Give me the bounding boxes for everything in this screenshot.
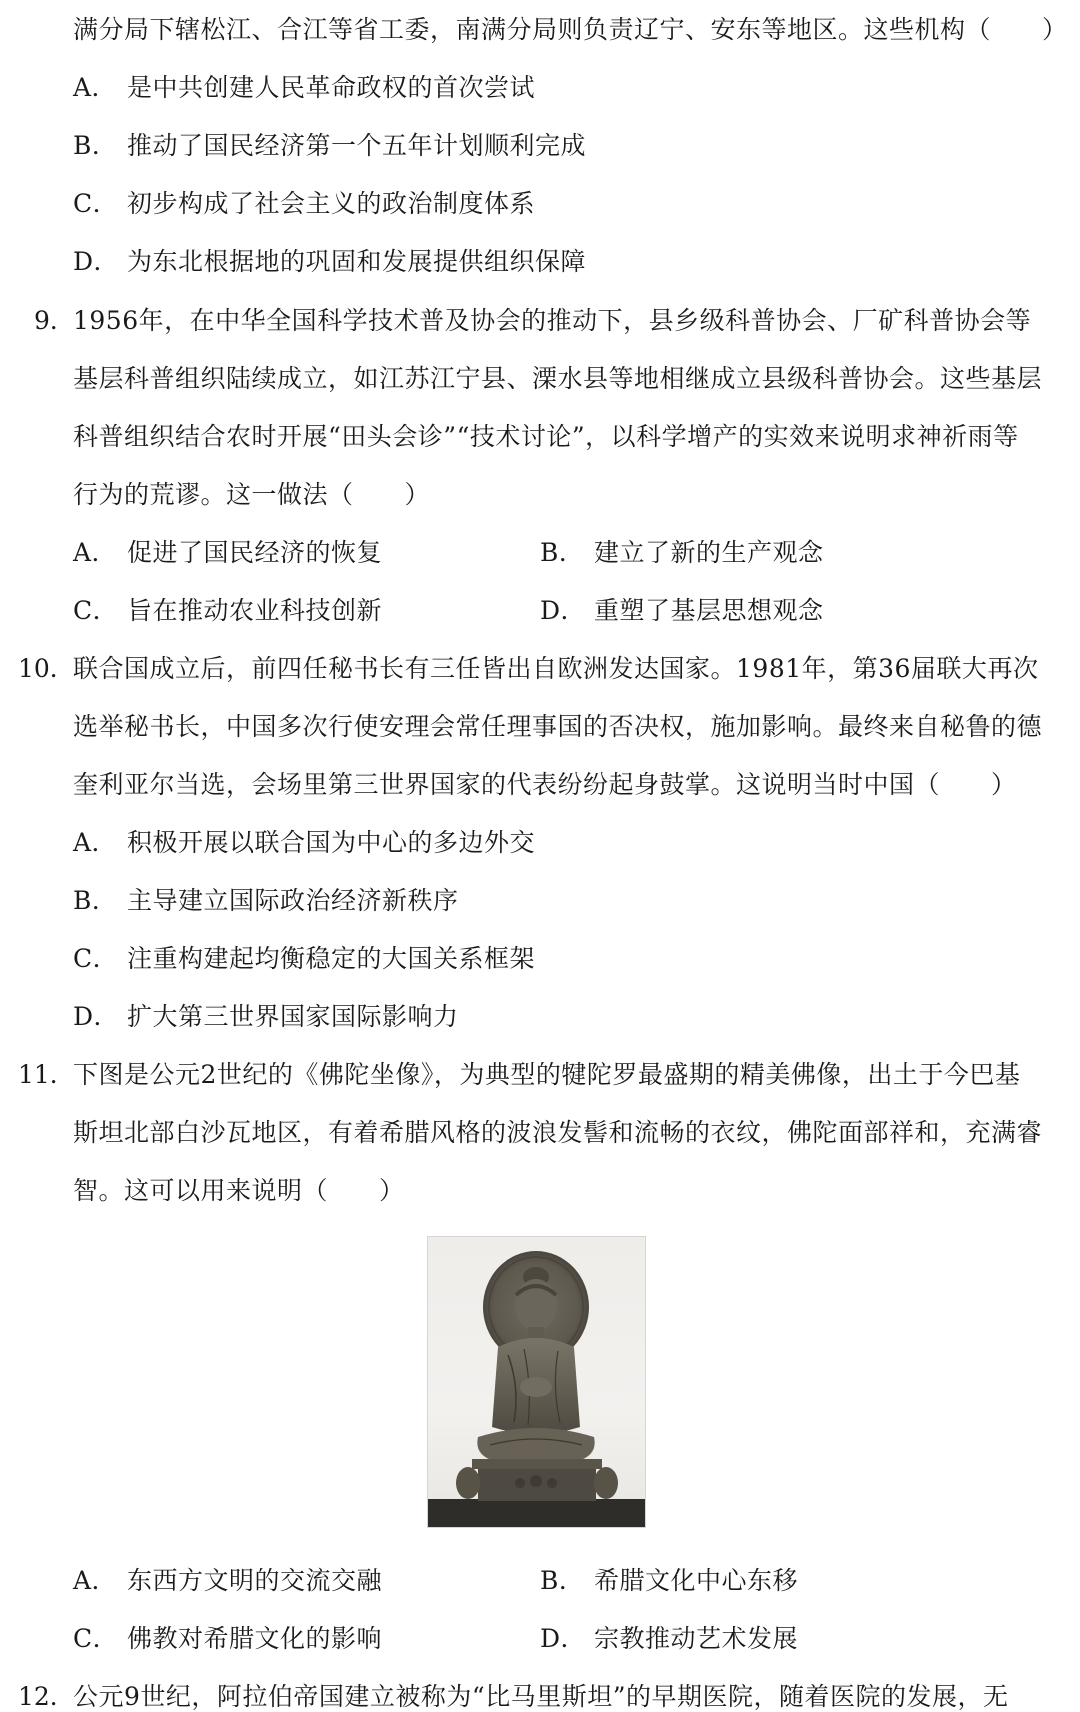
- option-text: 重塑了基层思想观念: [594, 596, 824, 625]
- option-letter: D．: [73, 247, 120, 276]
- q11-stem-line: 智。这可以用来说明（ ）: [73, 1176, 405, 1205]
- q11-option-a: [73, 1568, 382, 1593]
- option-letter: C．: [73, 596, 119, 625]
- q9-option-d: [540, 598, 824, 623]
- q8-option-d: [73, 249, 586, 274]
- q10-stem-line: 选举秘书长，中国多次行使安理会常任理事国的否决权，施加影响。最终来自秘鲁的德: [73, 712, 1043, 741]
- q9-stem-line: 科普组织结合农时开展“田头会诊”“技术讨论”，以科学增产的实效来说明求神祈雨等: [73, 422, 1019, 451]
- option-text: 旨在推动农业科技创新: [127, 596, 383, 625]
- option-letter: A．: [73, 73, 118, 102]
- option-letter: A．: [73, 538, 118, 567]
- option-letter: A．: [73, 828, 118, 857]
- q11-option-b: [540, 1568, 798, 1593]
- q10-number: 10．: [18, 654, 75, 683]
- q10-stem-line: 奎利亚尔当选，会场里第三世界国家的代表纷纷起身鼓掌。这说明当时中国（ ）: [73, 770, 1017, 799]
- option-text: 积极开展以联合国为中心的多边外交: [127, 828, 536, 857]
- option-text: 推动了国民经济第一个五年计划顺利完成: [127, 131, 587, 160]
- q9-stem-line: 行为的荒谬。这一做法（ ）: [73, 480, 431, 509]
- q10-option-b: [73, 888, 459, 913]
- option-letter: D．: [540, 596, 587, 625]
- buddha-statue-drawing: [428, 1237, 645, 1527]
- option-text: 是中共创建人民革命政权的首次尝试: [127, 73, 536, 102]
- option-text: 扩大第三世界国家国际影响力: [127, 1002, 459, 1031]
- option-letter: D．: [73, 1002, 120, 1031]
- q8-option-c: [73, 191, 535, 216]
- option-text: 希腊文化中心东移: [594, 1566, 799, 1595]
- q11-stem-line: 下图是公元2世纪的《佛陀坐像》，为典型的犍陀罗最盛期的精美佛像，出土于今巴基: [73, 1060, 1021, 1089]
- option-text: 促进了国民经济的恢复: [127, 538, 383, 567]
- option-letter: D．: [540, 1624, 587, 1653]
- option-text: 宗教推动艺术发展: [594, 1624, 799, 1653]
- option-letter: B．: [73, 886, 118, 915]
- q11-option-c: [73, 1626, 382, 1651]
- q10-stem-line: 联合国成立后，前四任秘书长有三任皆出自欧洲发达国家。1981年，第36届联大再次: [73, 654, 1039, 683]
- q9-option-c: [73, 598, 382, 623]
- option-letter: A．: [73, 1566, 118, 1595]
- option-text: 为东北根据地的巩固和发展提供组织保障: [127, 247, 587, 276]
- q11-number: 11．: [18, 1060, 75, 1089]
- option-text: 主导建立国际政治经济新秩序: [127, 886, 459, 915]
- option-letter: B．: [73, 131, 118, 160]
- option-text: 建立了新的生产观念: [594, 538, 824, 567]
- option-letter: B．: [540, 538, 585, 567]
- q10-option-d: [73, 1004, 459, 1029]
- q9-number: 9．: [34, 306, 75, 335]
- option-letter: C．: [73, 1624, 119, 1653]
- option-text: 佛教对希腊文化的影响: [127, 1624, 383, 1653]
- option-text: 东西方文明的交流交融: [127, 1566, 383, 1595]
- option-letter: C．: [73, 189, 119, 218]
- q11-option-d: [540, 1626, 798, 1651]
- q11-stem-line: 斯坦北部白沙瓦地区，有着希腊风格的波浪发髻和流畅的衣纹，佛陀面部祥和，充满睿: [73, 1118, 1043, 1147]
- q9-stem-line: 基层科普组织陆续成立，如江苏江宁县、溧水县等地相继成立县级科普协会。这些基层: [73, 364, 1043, 393]
- option-text: 初步构成了社会主义的政治制度体系: [127, 189, 536, 218]
- q9-option-a: [73, 540, 382, 565]
- q9-stem-line: 1956年，在中华全国科学技术普及协会的推动下，县乡级科普协会、厂矿科普协会等: [73, 306, 1032, 335]
- option-letter: B．: [540, 1566, 585, 1595]
- buddha-statue-image: [427, 1236, 646, 1528]
- q10-option-a: [73, 830, 535, 855]
- q12-number: 12．: [18, 1682, 75, 1711]
- q12-stem-line: 公元9世纪，阿拉伯帝国建立被称为“比马里斯坦”的早期医院，随着医院的发展，无: [73, 1682, 1009, 1711]
- q8-option-b: [73, 133, 586, 158]
- q8-stem-line: 满分局下辖松江、合江等省工委，南满分局则负责辽宁、安东等地区。这些机构（ ）: [73, 15, 1068, 44]
- q9-option-b: [540, 540, 824, 565]
- option-letter: C．: [73, 944, 119, 973]
- q10-option-c: [73, 946, 535, 971]
- option-text: 注重构建起均衡稳定的大国关系框架: [127, 944, 536, 973]
- q8-option-a: [73, 75, 535, 100]
